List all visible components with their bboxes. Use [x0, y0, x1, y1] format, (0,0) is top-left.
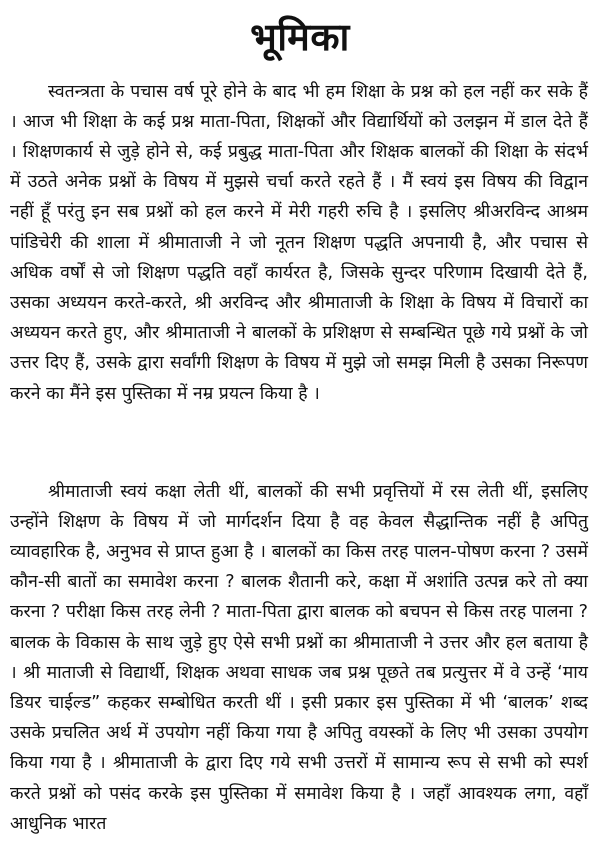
page-title: भूमिका: [250, 15, 350, 59]
paragraph-2: श्रीमाताजी स्वयं कक्षा लेती थीं, बालकों की सभी प्रवृत्तियों में रस लेती थीं, इसलिए उन्होंने शिक्षण के विषय में जो मार्गदर्शन दिया है वह केवल सैद्धान्तिक नहीं है अपितु व्यावहारिक है, अनुभव से प्राप्त हुआ है । बालकों का किस तरह पालन-पोषण करना ? उसमें कौन-सी बातों का समावेश करना ? बालक शैतानी करे, कक्षा में अशांति उत्पन्न करे तो क्या करना ? परीक्षा किस तरह लेनी ? माता-पिता द्वारा बालक को बचपन से किस तरह पालना ? बालक के विकास के साथ जुड़े हुए ऐसे सभी प्रश्नों का श्रीमाताजी ने उत्तर और हल बताया है । श्री माताजी से विद्यार्थी, शिक्षक अथवा साधक जब प्रश्न पूछते तब प्रत्युत्तर में वे उन्हें ‘माय डियर चाईल्ड” कहकर सम्बोधित करती थीं । इसी प्रकार इस पुस्तिका में भी ‘बालक’ शब्द उसके प्रचलित अर्थ में उपयोग नहीं किया गया है अपितु वयस्कों के लिए भी उसका उपयोग किया गया है । श्रीमाताजी के द्वारा दिए गये सभी उत्तरों में सामान्य रूप से सभी को स्पर्श करते प्रश्नों को पसंद करके इस पुस्तिका में समावेश किया है । जहाँ आवश्यक लगा, वहाँ आधुनिक भारत: [10, 481, 588, 834]
paragraph-1: स्वतन्त्रता के पचास वर्ष पूरे होने के बाद भी हम शिक्षा के प्रश्न को हल नहीं कर सके हैं । आज भी शिक्षा के कई प्रश्न माता-पिता, शिक्षकों और विद्यार्थियों को उलझन में डाल देते हैं । शिक्षणकार्य से जुड़े होने से, कई प्रबुद्ध माता-पिता और शिक्षक बालकों की शिक्षा के संदर्भ में उठते अनेक प्रश्नों के विषय में मुझसे चर्चा करते रहते हैं । मैं स्वयं इस विषय की विद्वान नहीं हूँ परंतु इन सब प्रश्नों को हल करने में मेरी गहरी रुचि है । इसलिए श्रीअरविन्द आश्रम पांडिचेरी की शाला में श्रीमाताजी ने जो नूतन शिक्षण पद्धति अपनायी है, और पचास से अधिक वर्षों से जो शिक्षण पद्धति वहाँ कार्यरत है, जिसके सुन्दर परिणाम दिखायी देते हैं, उसका अध्ययन करते-करते, श्री अरविन्द और श्रीमाताजी के शिक्षा के विषय में विचारों का अध्ययन करते हुए, और श्रीमाताजी ने बालकों के प्रशिक्षण से सम्बन्धित पूछे गये प्रश्नों के जो उत्तर दिए हैं, उसके द्वारा सर्वांगी शिक्षण के विषय में मुझे जो समझ मिली है उसका निरूपण करने का मैंने इस पुस्तिका में नम्र प्रयत्न किया है ।: [10, 81, 588, 404]
